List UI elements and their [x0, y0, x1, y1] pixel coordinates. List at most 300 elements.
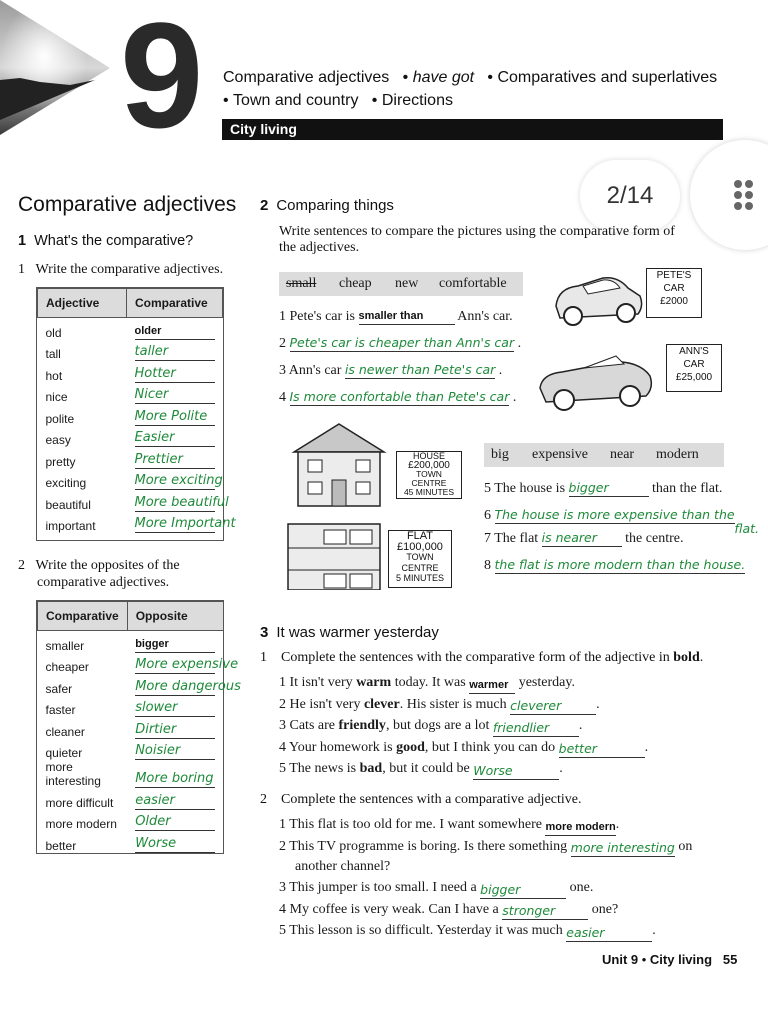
exercise-item [279, 362, 539, 389]
answer-text: Older [135, 814, 171, 829]
answer-cell [127, 426, 223, 448]
answer-text: Nicer [134, 387, 169, 402]
table-cell: better [45, 838, 77, 853]
word: near [610, 447, 635, 462]
item-text: one? [588, 901, 619, 917]
footer-title: City living [649, 952, 713, 967]
item-number: 5 [279, 923, 286, 938]
item-text: . [512, 390, 517, 405]
item-text: This flat is too old for me. I want somewhere [289, 817, 546, 832]
answer-blank[interactable] [135, 322, 215, 340]
table-cell: easy [45, 433, 71, 447]
answer-blank[interactable] [135, 813, 215, 831]
answer-text: smaller than [358, 310, 424, 322]
item-text: today. It was [391, 675, 470, 690]
item-text: This jumper is too small. I need a [289, 880, 481, 895]
answer-cell [127, 490, 229, 512]
footer-unit: Unit 9 [602, 952, 639, 967]
table-row [38, 447, 223, 469]
item-text: , but dogs are a lot [385, 718, 493, 733]
item-text: the centre. [625, 531, 684, 546]
table-row [38, 717, 224, 739]
exercise-number: 3 [260, 624, 269, 641]
word: expensive [532, 447, 588, 462]
answer-text: More expensive [135, 657, 239, 672]
item-number: 3 [279, 363, 286, 378]
exercise-1-q2 [18, 557, 180, 591]
table-cell: beautiful [45, 497, 91, 512]
item-text: on [674, 838, 693, 854]
answer-blank[interactable] [135, 451, 215, 469]
answer-text: More boring [135, 771, 214, 786]
question-number: 1 [18, 262, 25, 277]
answer-cell [127, 512, 236, 534]
exercise-number: 1 [18, 233, 27, 249]
section-title: Comparative adjectives [18, 193, 237, 216]
answer-text: slower [135, 700, 178, 715]
answer-text: warmer [469, 678, 509, 691]
answer-blank[interactable] [135, 770, 215, 788]
answer-blank[interactable] [473, 763, 559, 780]
punctuation: . [699, 650, 704, 665]
exercise-3-items-a [279, 672, 719, 780]
answer-blank[interactable] [559, 741, 645, 758]
bold-adjective: good [396, 739, 425, 755]
answer-text: More Polite [134, 408, 208, 424]
item-number: 8 [484, 558, 491, 573]
answer-blank[interactable] [135, 678, 241, 696]
instruction-line: Write sentences to compare the pictures using the comparative form of [279, 224, 675, 239]
table-header: Comparative [127, 289, 223, 318]
item-number: 3 [279, 718, 286, 733]
table-row [38, 318, 223, 340]
item-text: This TV programme is boring. Is there something [289, 838, 571, 854]
answer-blank[interactable] [135, 699, 215, 717]
table-header: Opposite [127, 602, 223, 631]
table-cell: nice [45, 390, 68, 404]
table-cell: old [45, 325, 62, 340]
answer-blank[interactable] [480, 882, 566, 899]
table-cell: cheaper [45, 660, 89, 674]
question-text: Complete the sentences with the comparative form of the adjective in [281, 650, 670, 665]
sign-line: 45 MINUTES [403, 487, 455, 497]
exercise-item [279, 308, 539, 335]
table-cell: important [45, 519, 96, 533]
question-text: Complete the sentences with a comparative adjective. [281, 792, 582, 807]
flat-sign [388, 530, 452, 588]
question-text: Write the opposites of the [35, 558, 180, 573]
table-row [38, 739, 224, 761]
answer-blank[interactable] [135, 386, 215, 404]
table-row [38, 404, 223, 426]
item-text: The news is [289, 761, 360, 776]
item-text: . [652, 923, 656, 938]
item-continuation: another channel? [295, 859, 391, 874]
question-text: comparative adjectives. [37, 575, 170, 590]
exercise-item [279, 737, 719, 759]
topic: have got [412, 69, 475, 86]
table-header: Comparative [38, 602, 128, 631]
answer-blank[interactable] [502, 903, 588, 920]
item-text: The flat [494, 531, 539, 546]
item-text: . [517, 336, 522, 351]
table-row [38, 810, 224, 832]
answer-cell [127, 631, 223, 653]
table-row [38, 361, 223, 383]
answer-blank[interactable] [566, 925, 652, 942]
answer-text: Pete's car is cheaper than Ann's car [289, 335, 515, 350]
answer-text: bigger [135, 637, 169, 650]
item-number: 7 [484, 531, 491, 546]
item-number: 1 [279, 675, 286, 690]
exercise-3-q1 [260, 650, 703, 666]
answer-blank[interactable] [345, 362, 495, 379]
answer-blank[interactable] [135, 742, 215, 760]
item-text: , but I think you can do [424, 739, 559, 755]
item-text: . [578, 718, 583, 733]
answer-blank[interactable] [510, 698, 596, 715]
item-text: . [559, 761, 563, 776]
table-row [38, 631, 224, 653]
sign-line: PETE'S [656, 270, 692, 281]
instruction-line: the adjectives. [279, 240, 360, 255]
answer-text: Easier [134, 430, 175, 445]
comparative-table [36, 287, 236, 541]
exercise-item [279, 335, 539, 362]
bold-adjective: warm [356, 675, 392, 690]
sign-line: CAR [683, 359, 705, 370]
exercise-title: Comparing things [276, 197, 394, 214]
answer-text: friendlier [492, 719, 550, 735]
answer-blank[interactable] [135, 656, 239, 674]
answer-text: Worse [135, 835, 177, 851]
table-cell: more modern [45, 817, 117, 831]
answer-blank[interactable] [135, 365, 215, 383]
sign-line: TOWN [416, 469, 442, 479]
item-text: This lesson is so difficult. Yesterday it was much [289, 923, 567, 938]
answer-blank[interactable] [135, 408, 215, 426]
table-row [38, 674, 224, 696]
answer-blank[interactable] [134, 472, 223, 490]
item-text: . His sister is much [399, 696, 511, 712]
answer-blank[interactable] [493, 720, 579, 737]
answer-cell [127, 674, 241, 696]
exercise-item [279, 758, 719, 780]
table-cell: more interesting [45, 760, 101, 788]
item-number: 4 [279, 739, 286, 755]
item-text: , but it could be [382, 761, 474, 776]
answer-cell [127, 810, 223, 832]
table-cell: faster [45, 703, 76, 717]
ann-car-sign [666, 344, 722, 392]
topic: Comparatives and superlatives [497, 69, 718, 86]
answer-blank[interactable] [545, 819, 615, 836]
answer-text: more interesting [570, 840, 675, 855]
item-number: 5 [279, 761, 286, 776]
table-cell: tall [45, 347, 61, 361]
answer-blank[interactable] [469, 677, 515, 694]
answer-blank[interactable] [495, 507, 735, 524]
answer-cell [127, 361, 223, 383]
item-text: The house is [494, 481, 566, 496]
answer-cell [127, 404, 223, 426]
table-row [38, 469, 223, 491]
table-row [38, 760, 224, 788]
item-number: 1 [279, 309, 286, 324]
answer-blank[interactable] [290, 389, 510, 406]
sign-line: £2000 [660, 296, 688, 307]
answer-text: better [558, 741, 597, 756]
answer-blank[interactable] [135, 429, 215, 447]
item-text: Ann's car. [457, 309, 513, 324]
sign-line: 5 MINUTES [395, 573, 444, 583]
table-cell: more difficult [45, 795, 114, 810]
answer-text: More exciting [134, 473, 223, 488]
exercise-2-items-a [279, 308, 539, 416]
house-sign [396, 451, 462, 499]
word: cheap [339, 276, 372, 291]
word-box-2 [484, 443, 724, 467]
item-text: Your homework is [288, 739, 397, 755]
exercise-title: It was warmer yesterday [276, 624, 439, 641]
exercise-item [484, 480, 759, 507]
item-text: My coffee is very weak. Can I have a [289, 901, 503, 917]
question-number: 2 [18, 558, 25, 573]
item-text: yesterday. [515, 675, 575, 690]
item-number: 4 [279, 901, 286, 917]
item-number: 1 [279, 817, 286, 832]
bold-adjective: clever [363, 696, 400, 712]
item-text: It isn't very [289, 675, 357, 690]
exercise-item [279, 877, 729, 899]
answer-blank[interactable] [290, 335, 515, 352]
sign-line: ANN'S [679, 346, 709, 357]
word-box-1 [279, 272, 523, 296]
topic: Town and country [233, 92, 359, 109]
answer-text: the flat is more modern than the house. [494, 557, 746, 572]
answer-text: bigger [568, 480, 609, 495]
table-row [38, 383, 223, 405]
exercise-number: 2 [260, 197, 269, 214]
answer-cell [127, 383, 223, 405]
grid-menu-icon[interactable] [734, 180, 758, 214]
exercise-item [484, 530, 759, 557]
exercise-item [279, 814, 729, 836]
exercise-item [279, 899, 729, 921]
answer-blank[interactable] [569, 480, 649, 497]
item-text: Pete's car is [289, 309, 356, 324]
exercise-item [279, 836, 729, 858]
page-indicator: 2/14 [580, 160, 680, 232]
answer-cell [127, 653, 239, 675]
item-number: 3 [279, 880, 286, 895]
table-row [38, 788, 224, 810]
item-text: He isn't very [289, 696, 364, 712]
answer-text: Hotter [134, 365, 176, 381]
sign-line: £200,000 [408, 460, 450, 471]
answer-text: easier [135, 792, 175, 808]
exercise-2-heading [260, 197, 394, 214]
ann-car-illustration [534, 344, 658, 416]
table-cell: hot [45, 368, 63, 383]
sign-line: £100,000 [397, 540, 443, 553]
topic: Directions [381, 92, 453, 109]
table-row [38, 653, 224, 675]
page-number: 55 [722, 952, 738, 967]
table-row [38, 696, 224, 718]
answer-text: Worse [473, 762, 513, 778]
answer-text: Dirtier [135, 721, 177, 737]
exercise-3-heading [260, 624, 439, 641]
exercise-3-q2 [260, 792, 582, 808]
answer-blank[interactable] [134, 515, 236, 533]
pete-car-sign [646, 268, 702, 318]
answer-cell [127, 469, 223, 491]
exercise-item [484, 557, 759, 584]
exercise-2-instructions [279, 224, 675, 256]
word: new [395, 276, 419, 291]
answer-text: taller [134, 344, 169, 359]
sign-line: FLAT [406, 530, 434, 542]
answer-blank[interactable] [135, 343, 215, 361]
exercise-3-items-b [279, 814, 729, 942]
exercise-1-heading [18, 233, 193, 249]
answer-text: More dangerous [135, 678, 241, 694]
table-row [38, 512, 223, 534]
item-text: Ann's car [288, 363, 342, 378]
table-row [38, 831, 224, 853]
answer-text: More beautiful [134, 494, 229, 510]
bold-word: bold [673, 650, 700, 665]
answer-text: Is more confortable than Pete's car [289, 389, 510, 404]
topic: Comparative adjectives [223, 69, 390, 86]
table-cell: smaller [45, 638, 85, 653]
table-cell: polite [45, 411, 75, 426]
answer-cell [127, 788, 223, 810]
unit-title-bar: City living [222, 119, 723, 140]
pete-car-illustration [548, 266, 648, 332]
sign-line: £25,000 [675, 372, 713, 383]
sign-line: CENTRE [401, 562, 439, 573]
bold-adjective: friendly [338, 718, 386, 733]
answer-text: easier [566, 924, 605, 940]
exercise-item [279, 715, 719, 737]
item-text: . [498, 363, 503, 378]
item-number: 2 [279, 838, 286, 854]
word: big [491, 447, 509, 462]
table-cell: quieter [45, 746, 83, 760]
item-number: 2 [279, 696, 286, 712]
table-row [38, 490, 223, 512]
opposite-table [36, 600, 241, 854]
item-text: . [596, 696, 600, 712]
answer-cell [127, 318, 223, 340]
answer-cell [127, 739, 223, 761]
answer-blank[interactable] [135, 721, 215, 739]
table-cell: cleaner [45, 724, 85, 739]
answer-text: The house is more expensive than the [494, 507, 735, 522]
sign-line: TOWN [406, 552, 434, 562]
answer-cell [127, 760, 223, 788]
unit-number: 9 [120, 0, 204, 159]
question-number: 2 [260, 792, 267, 807]
unit-topics: Comparative adjectives • have got • Comparatives and superlatives • Town and country • Directions [223, 69, 718, 109]
exercise-title: What's the comparative? [34, 233, 194, 249]
answer-text: is nearer [541, 530, 597, 545]
answer-cell [127, 696, 223, 718]
word: small [286, 276, 317, 291]
answer-text: bigger [480, 881, 521, 897]
answer-cell [127, 340, 223, 362]
table-header: Adjective [38, 289, 127, 318]
answer-text: Noisier [135, 743, 181, 758]
answer-cell [127, 447, 223, 469]
answer-blank[interactable] [135, 635, 215, 653]
answer-text: stronger [502, 903, 556, 918]
answer-text: flat. [734, 521, 759, 536]
exercise-item [279, 389, 539, 416]
table-row [38, 340, 223, 362]
word: modern [656, 447, 699, 462]
sign-line: HOUSE [412, 451, 445, 461]
answer-blank[interactable] [542, 530, 622, 547]
answer-text: more modern [545, 820, 616, 833]
sign-line: CENTRE [411, 478, 447, 488]
question-number: 1 [260, 650, 267, 665]
table-cell: safer [45, 681, 73, 696]
exercise-1-q1 [18, 262, 223, 278]
bold-adjective: bad [359, 761, 383, 776]
answer-text: older [134, 324, 162, 337]
house-illustration [284, 418, 394, 510]
answer-blank[interactable] [134, 494, 229, 512]
item-number: 6 [484, 508, 491, 523]
answer-cell [127, 831, 223, 853]
answer-blank[interactable] [495, 557, 746, 574]
exercise-item [279, 694, 719, 716]
answer-text: More Important [134, 516, 236, 531]
exercise-2-items-b [484, 480, 759, 584]
answer-text: cleverer [510, 698, 562, 713]
item-text: . [615, 817, 620, 832]
page-footer: Unit 9 • City living 55 [602, 952, 738, 967]
item-text: one. [566, 880, 594, 895]
question-text: Write the comparative adjectives. [35, 262, 224, 277]
exercise-item [279, 672, 719, 694]
table-cell: pretty [45, 454, 76, 469]
sign-line: CAR [663, 283, 685, 294]
item-text: than the flat. [652, 481, 723, 496]
answer-blank[interactable] [135, 792, 215, 810]
answer-blank[interactable] [135, 835, 215, 853]
item-number: 4 [279, 390, 286, 405]
word: comfortable [439, 276, 507, 291]
item-text: . [644, 739, 649, 755]
answer-blank[interactable] [359, 308, 455, 325]
answer-text: Prettier [134, 451, 183, 467]
table-row [38, 426, 223, 448]
unit-banner-image [0, 0, 110, 135]
exercise-item [279, 920, 729, 942]
item-number: 2 [279, 336, 286, 351]
answer-blank[interactable] [571, 840, 675, 857]
answer-cell [127, 717, 223, 739]
flat-illustration [284, 520, 384, 590]
item-number: 5 [484, 481, 491, 496]
item-text: Cats are [289, 718, 339, 733]
answer-text: is newer than Pete's car [344, 362, 496, 377]
table-cell: exciting [45, 476, 87, 490]
